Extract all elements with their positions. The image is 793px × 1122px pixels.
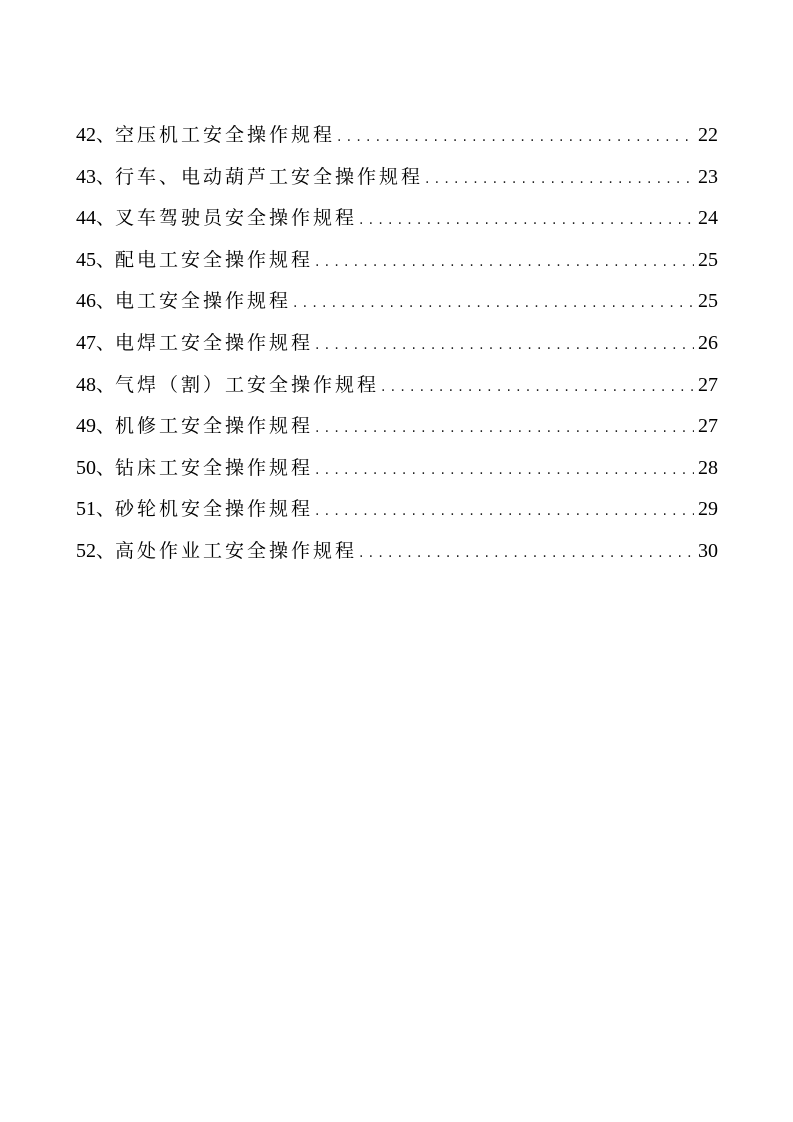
toc-entry[interactable] <box>76 413 718 455</box>
toc-entry-page-number: 22 <box>698 124 718 146</box>
toc-entry-title: 机修工安全操作规程 <box>115 415 314 438</box>
dot-leader <box>315 332 694 358</box>
toc-entry-title: 空压机工安全操作规程 <box>115 124 336 146</box>
toc-entry-page-number: 28 <box>698 456 718 479</box>
toc-entry-number: 46 <box>76 290 96 313</box>
toc-entry-number: 49 <box>76 415 96 438</box>
toc-entry-page-number: 24 <box>698 207 718 230</box>
toc-entry[interactable] <box>76 122 718 164</box>
toc-entry-title: 高处作业工安全操作规程 <box>115 539 358 562</box>
toc-entry-number: 50 <box>76 456 96 479</box>
toc-entry[interactable] <box>76 247 718 289</box>
toc-entry-number: 48 <box>76 373 96 396</box>
toc-entry-separator: 、 <box>96 248 116 271</box>
dot-leader <box>293 290 694 316</box>
toc-entry[interactable] <box>76 205 718 247</box>
toc-entry-separator: 、 <box>96 165 116 188</box>
toc-entry-separator: 、 <box>96 207 116 230</box>
toc-entry-page-number: 27 <box>698 415 718 438</box>
toc-entry-number: 47 <box>76 331 96 354</box>
toc-entry-separator: 、 <box>96 456 116 479</box>
toc-entry[interactable] <box>76 372 718 414</box>
toc-entry-title: 电工安全操作规程 <box>115 290 292 313</box>
toc-entry-title: 配电工安全操作规程 <box>115 248 314 271</box>
toc-entry-title: 气焊（割）工安全操作规程 <box>115 373 380 396</box>
toc-entry-title: 叉车驾驶员安全操作规程 <box>115 207 358 230</box>
toc-entry[interactable] <box>76 288 718 330</box>
toc-entry-number: 44 <box>76 207 96 230</box>
dot-leader <box>359 207 694 233</box>
toc-entry[interactable] <box>76 455 718 497</box>
toc-entry-page-number: 25 <box>698 290 718 313</box>
toc-entry-title: 行车、电动葫芦工安全操作规程 <box>115 165 424 188</box>
toc-entry-separator: 、 <box>96 415 116 438</box>
toc-entry-separator: 、 <box>96 331 116 354</box>
toc-entry-number: 43 <box>76 165 96 188</box>
dot-leader <box>425 166 694 192</box>
toc-entry[interactable] <box>76 538 718 580</box>
dot-leader <box>315 415 694 441</box>
toc-entry-page-number: 23 <box>698 165 718 188</box>
dot-leader <box>315 249 694 275</box>
toc-entry-number: 52 <box>76 539 96 562</box>
toc-entry-number: 51 <box>76 498 96 521</box>
toc-entry-title: 钻床工安全操作规程 <box>115 456 314 479</box>
toc-entry-separator: 、 <box>96 498 116 521</box>
toc-entry-page-number: 26 <box>698 331 718 354</box>
dot-leader <box>315 498 694 524</box>
toc-entry-number: 42 <box>76 124 96 146</box>
toc-entry-page-number: 29 <box>698 498 718 521</box>
dot-leader <box>315 457 694 483</box>
toc-entry-page-number: 25 <box>698 248 718 271</box>
table-of-contents <box>76 122 718 580</box>
toc-entry[interactable] <box>76 164 718 206</box>
toc-entry-title: 电焊工安全操作规程 <box>115 331 314 354</box>
dot-leader <box>337 124 694 150</box>
toc-entry-separator: 、 <box>96 373 116 396</box>
toc-entry-separator: 、 <box>96 539 116 562</box>
toc-entry-separator: 、 <box>96 124 116 146</box>
toc-entry-separator: 、 <box>96 290 116 313</box>
toc-entry-title: 砂轮机安全操作规程 <box>115 498 314 521</box>
toc-entry[interactable] <box>76 330 718 372</box>
toc-entry-page-number: 30 <box>698 539 718 562</box>
toc-entry[interactable] <box>76 496 718 538</box>
dot-leader <box>359 540 694 566</box>
dot-leader <box>381 374 694 400</box>
toc-entry-number: 45 <box>76 248 96 271</box>
toc-entry-page-number: 27 <box>698 373 718 396</box>
